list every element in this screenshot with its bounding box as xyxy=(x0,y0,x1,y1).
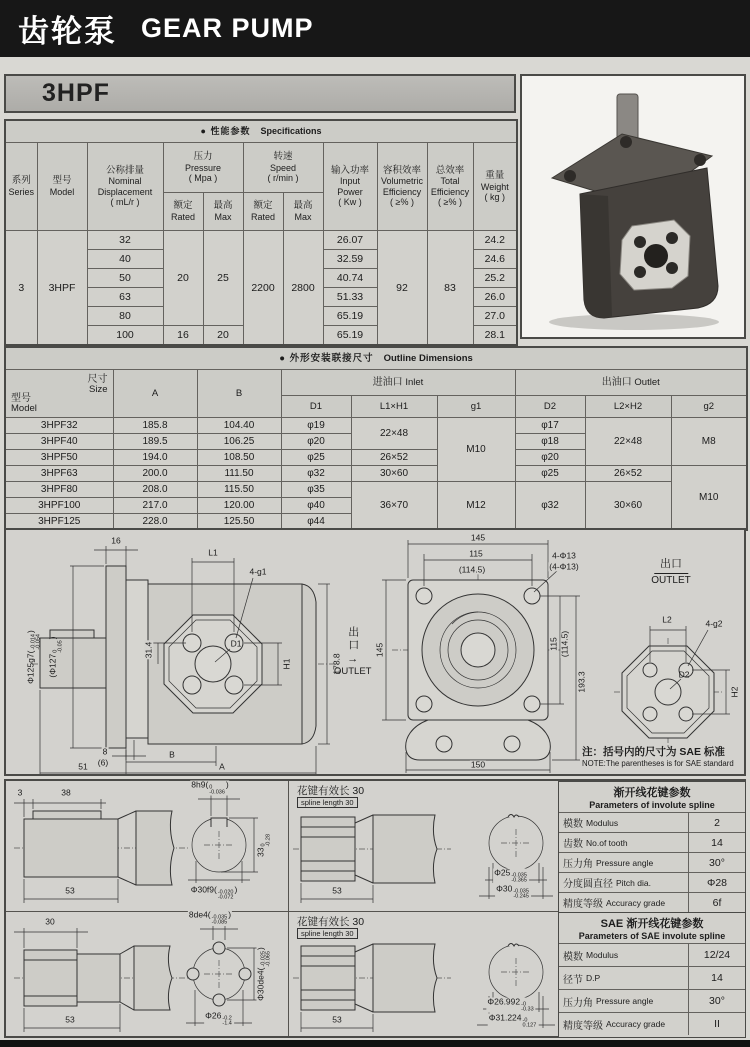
dim-label: Φ26 -0.2 -1.4 xyxy=(205,1010,232,1027)
outline-cell: M10 xyxy=(437,418,515,482)
involute-spline-params-table xyxy=(558,781,746,913)
dim-label: 30 xyxy=(45,916,55,927)
dim-label: L1 xyxy=(208,547,218,558)
dim-label: 145 xyxy=(374,642,385,658)
col-total-efficiency: 总效率 Total Efficiency ( ≥% ) xyxy=(427,143,473,231)
outlet-port-drawing xyxy=(596,530,746,774)
spec-cell: 92 xyxy=(377,231,427,346)
outline-cell: φ20 xyxy=(281,434,351,450)
spec-cell: 80 xyxy=(87,307,163,326)
dim-label: (Φ127 0 -0.05 ) xyxy=(47,636,64,678)
dim-label: Φ31.224 -0 0.127 xyxy=(488,1012,537,1029)
right-arrow-icon: → xyxy=(347,653,359,665)
outline-cell: 111.50 xyxy=(197,466,281,482)
col-outlet: 出油口 Outlet xyxy=(515,370,747,396)
outline-cell: 26×52 xyxy=(585,466,671,482)
keyed-shaft-drawing xyxy=(6,781,288,911)
dim-label: 53 xyxy=(65,1014,75,1025)
sae-note: 注：括号内的尺寸为 SAE 标准 NOTE:The parentheses is for SAE standard xyxy=(582,746,734,768)
specs-title: ● 性能参数 Specifications xyxy=(5,120,517,143)
col-max: 最高 Max xyxy=(203,193,243,231)
dim-label: 16 xyxy=(111,535,121,546)
dim-label: 193.3 xyxy=(576,671,587,693)
outline-cell: φ25 xyxy=(515,466,585,482)
param-row: 分度圆直径 Pitch dia. Φ28 xyxy=(559,873,745,893)
outline-cell: 108.50 xyxy=(197,450,281,466)
spec-cell: 27.0 xyxy=(473,307,517,326)
spec-cell: 20 xyxy=(163,231,203,326)
col-volumetric-efficiency: 容积效率 Volumetric Efficiency ( ≥% ) xyxy=(377,143,427,231)
col-rated: 额定 Rated xyxy=(243,193,283,231)
param-row: 径节 D.P 14 xyxy=(559,967,745,990)
outline-cell: 208.0 xyxy=(113,482,197,498)
outline-cell: φ20 xyxy=(515,450,585,466)
dim-label: (114.5) xyxy=(559,630,570,658)
col-b: B xyxy=(197,370,281,418)
dim-label: 8 xyxy=(102,746,108,757)
col-rated: 额定 Rated xyxy=(163,193,203,231)
outline-cell: 3HPF125 xyxy=(5,514,113,531)
spec-cell: 24.6 xyxy=(473,250,517,269)
dim-label: 178.8 xyxy=(331,653,342,675)
spec-cell: 25 xyxy=(203,231,243,326)
spec-cell: 25.2 xyxy=(473,269,517,288)
page-title-en: GEAR PUMP xyxy=(141,13,314,43)
dim-label: 53 xyxy=(332,1014,342,1025)
outline-cell: 30×60 xyxy=(351,466,437,482)
dim-label: A xyxy=(219,761,225,772)
col-g1: g1 xyxy=(437,396,515,418)
involute-spline-shaft-drawing xyxy=(289,781,559,911)
outline-cell: φ25 xyxy=(281,450,351,466)
gear-pump-photo xyxy=(522,76,744,337)
outline-cell: φ18 xyxy=(515,434,585,450)
dim-label: 31.4 xyxy=(143,641,154,659)
spec-cell: 32.59 xyxy=(323,250,377,269)
col-d2: D2 xyxy=(515,396,585,418)
spline-length-label-zh: 花键有效长 30 xyxy=(297,785,365,797)
dim-label: 51 xyxy=(78,761,88,772)
param-row: 精度等级 Accuracy grade II xyxy=(559,1013,745,1035)
spec-cell: 63 xyxy=(87,288,163,307)
spec-cell: 32 xyxy=(87,231,163,250)
outline-cell: 115.50 xyxy=(197,482,281,498)
spec-cell: 24.2 xyxy=(473,231,517,250)
outline-cell: 194.0 xyxy=(113,450,197,466)
page-header xyxy=(0,0,750,57)
outline-cell: 217.0 xyxy=(113,498,197,514)
dim-label: 115 xyxy=(548,637,559,651)
outline-cell: φ17 xyxy=(515,418,585,434)
spline-length-label-zh: 花键有效长 30 xyxy=(297,916,365,928)
involute-params-title: 渐开线花键参数 Parameters of involute spline xyxy=(559,782,745,813)
col-weight: 重量 Weight ( kg ) xyxy=(473,143,517,231)
dim-label: H1 xyxy=(281,658,292,670)
dim-label: 38 xyxy=(61,787,71,798)
spec-cell: 50 xyxy=(87,269,163,288)
footer-bar xyxy=(0,1040,750,1047)
outline-cell: 200.0 xyxy=(113,466,197,482)
outline-cell: 125.50 xyxy=(197,514,281,531)
dim-label: Φ30de4( -0.025 -0.065 ) xyxy=(255,947,272,1001)
outline-cell: 3HPF50 xyxy=(5,450,113,466)
outline-cell: φ32 xyxy=(515,482,585,531)
outline-cell: 3HPF63 xyxy=(5,466,113,482)
outline-cell: 104.40 xyxy=(197,418,281,434)
dim-label: L2 xyxy=(662,614,672,625)
shaft-spline-panel xyxy=(4,779,746,1038)
param-row: 精度等级 Accuracy grade 6f xyxy=(559,893,745,912)
dim-label: Φ26.992 -0 -0.33 xyxy=(487,996,534,1013)
dim-label: (6) xyxy=(97,757,109,768)
outline-cell: 22×48 xyxy=(585,418,671,466)
param-row: 压力角 Pressure angle 30° xyxy=(559,990,745,1013)
spec-cell: 16 xyxy=(163,326,203,346)
spline-length-label-en: spline length 30 xyxy=(297,928,358,939)
outlet-label: 出口 OUTLET xyxy=(651,554,690,586)
param-row: 齿数 No.of tooth 14 xyxy=(559,833,745,853)
outline-cell: 26×52 xyxy=(351,450,437,466)
sae-spline-params-table xyxy=(558,912,746,1038)
outline-cell: φ19 xyxy=(281,418,351,434)
outline-cell: M8 xyxy=(671,418,747,466)
outline-cell: 106.25 xyxy=(197,434,281,450)
side-view-drawing xyxy=(6,530,364,774)
col-input-power: 输入功率 Input Power ( Kw ) xyxy=(323,143,377,231)
dim-label: (114.5) xyxy=(458,564,486,575)
dim-label: Φ25 -0.035 -0.365 xyxy=(494,867,527,884)
dim-label: 115 xyxy=(469,548,483,559)
dim-label: 53 xyxy=(65,885,75,896)
dim-label: Φ30f9( -0.020 -0.072 ) xyxy=(190,884,238,901)
sae-shaft-drawing xyxy=(6,909,288,1036)
col-inlet: 进油口 Inlet xyxy=(281,370,515,396)
outline-cell: 30×60 xyxy=(585,482,671,531)
dim-label: H2 xyxy=(729,686,740,698)
outline-cell: 3HPF80 xyxy=(5,482,113,498)
col-displacement: 公称排量 Nominal Displacement ( mL/r ) xyxy=(87,143,163,231)
dim-label: 150 xyxy=(470,759,486,770)
spec-cell: 51.33 xyxy=(323,288,377,307)
outlet-label: 出口 → OUTLET xyxy=(334,626,372,677)
outline-cell: 3HPF100 xyxy=(5,498,113,514)
page-title-zh: 齿轮泵 xyxy=(18,14,117,49)
spec-cell: 3HPF xyxy=(37,231,87,346)
dim-label: D1 xyxy=(230,638,242,649)
sae-spline-shaft-drawing xyxy=(289,912,559,1036)
dim-label: 53 xyxy=(332,885,342,896)
dim-label: 145 xyxy=(470,532,486,543)
front-view-drawing xyxy=(368,530,592,774)
dim-label: 8de4( -0.035 -0.085 ) xyxy=(188,909,232,926)
col-series: 系列 Series xyxy=(5,143,37,231)
outline-title: ● 外形安装联接尺寸 Outline Dimensions xyxy=(5,347,747,370)
sae-params-title: SAE 渐开线花键参数 Parameters of SAE involute spline xyxy=(559,913,745,944)
spec-cell: 83 xyxy=(427,231,473,346)
spec-cell: 28.1 xyxy=(473,326,517,346)
model-title-bar xyxy=(4,74,516,113)
param-row: 压力角 Pressure angle 30° xyxy=(559,853,745,873)
outline-cell: M12 xyxy=(437,482,515,531)
model-title: 3HPF xyxy=(42,79,110,107)
dim-label: 4-Φ13 xyxy=(552,550,576,561)
outline-cell: φ35 xyxy=(281,482,351,498)
spline-length-label-en: spline length 30 xyxy=(297,797,358,808)
dim-label: Φ30 -0.035 -0.245 xyxy=(496,883,529,900)
col-a: A xyxy=(113,370,197,418)
corner-model-size: 尺寸 Size 型号 Model xyxy=(5,370,113,418)
spec-cell: 26.0 xyxy=(473,288,517,307)
specifications-table xyxy=(4,119,518,346)
outline-dimensions-table xyxy=(4,346,748,531)
param-row: 模数 Modulus 12/24 xyxy=(559,944,745,967)
outline-cell: 185.8 xyxy=(113,418,197,434)
col-max: 最高 Max xyxy=(283,193,323,231)
outline-cell: 22×48 xyxy=(351,418,437,450)
dim-label: 8h9( 0 -0.036 ) xyxy=(191,779,229,796)
spec-cell: 65.19 xyxy=(323,307,377,326)
dimension-drawings-panel xyxy=(4,528,746,776)
outline-cell: M10 xyxy=(671,466,747,531)
product-photo-panel xyxy=(520,74,746,339)
dim-label: (4-Φ13) xyxy=(549,561,579,572)
dim-label: 4-g2 xyxy=(705,618,723,629)
spec-cell: 2800 xyxy=(283,231,323,346)
col-model: 型号 Model xyxy=(37,143,87,231)
col-l2h2: L2×H2 xyxy=(585,396,671,418)
outline-cell: 189.5 xyxy=(113,434,197,450)
keyed-shaft-shapes xyxy=(6,781,288,911)
spec-cell: 40 xyxy=(87,250,163,269)
outline-cell: 3HPF40 xyxy=(5,434,113,450)
param-row: 模数 Modulus 2 xyxy=(559,813,745,833)
dim-label: B xyxy=(169,749,175,760)
outlet-port-shapes xyxy=(596,530,746,774)
outline-cell: φ44 xyxy=(281,514,351,531)
col-d1: D1 xyxy=(281,396,351,418)
dim-label: D2 xyxy=(678,669,690,680)
spec-cell: 2200 xyxy=(243,231,283,346)
outline-cell: 228.0 xyxy=(113,514,197,531)
dim-label: Φ125g7( -0.014 -0.054 ) xyxy=(25,630,42,684)
col-speed: 转速 Speed ( r/min ) xyxy=(243,143,323,193)
spec-cell: 26.07 xyxy=(323,231,377,250)
spec-cell: 3 xyxy=(5,231,37,346)
col-pressure: 压力 Pressure ( Mpa ) xyxy=(163,143,243,193)
outline-cell: φ32 xyxy=(281,466,351,482)
spec-cell: 100 xyxy=(87,326,163,346)
col-g2: g2 xyxy=(671,396,747,418)
dim-label: 3 xyxy=(17,787,23,798)
outline-cell: 120.00 xyxy=(197,498,281,514)
spec-cell: 65.19 xyxy=(323,326,377,346)
spec-cell: 20 xyxy=(203,326,243,346)
outline-cell: 36×70 xyxy=(351,482,437,531)
spec-cell: 40.74 xyxy=(323,269,377,288)
col-l1h1: L1×H1 xyxy=(351,396,437,418)
outline-cell: 3HPF32 xyxy=(5,418,113,434)
dim-label: 4-g1 xyxy=(249,566,267,577)
sae-shaft-shapes xyxy=(6,909,288,1036)
outline-cell: φ40 xyxy=(281,498,351,514)
dim-label: 33 0 -0.28 xyxy=(255,833,272,858)
